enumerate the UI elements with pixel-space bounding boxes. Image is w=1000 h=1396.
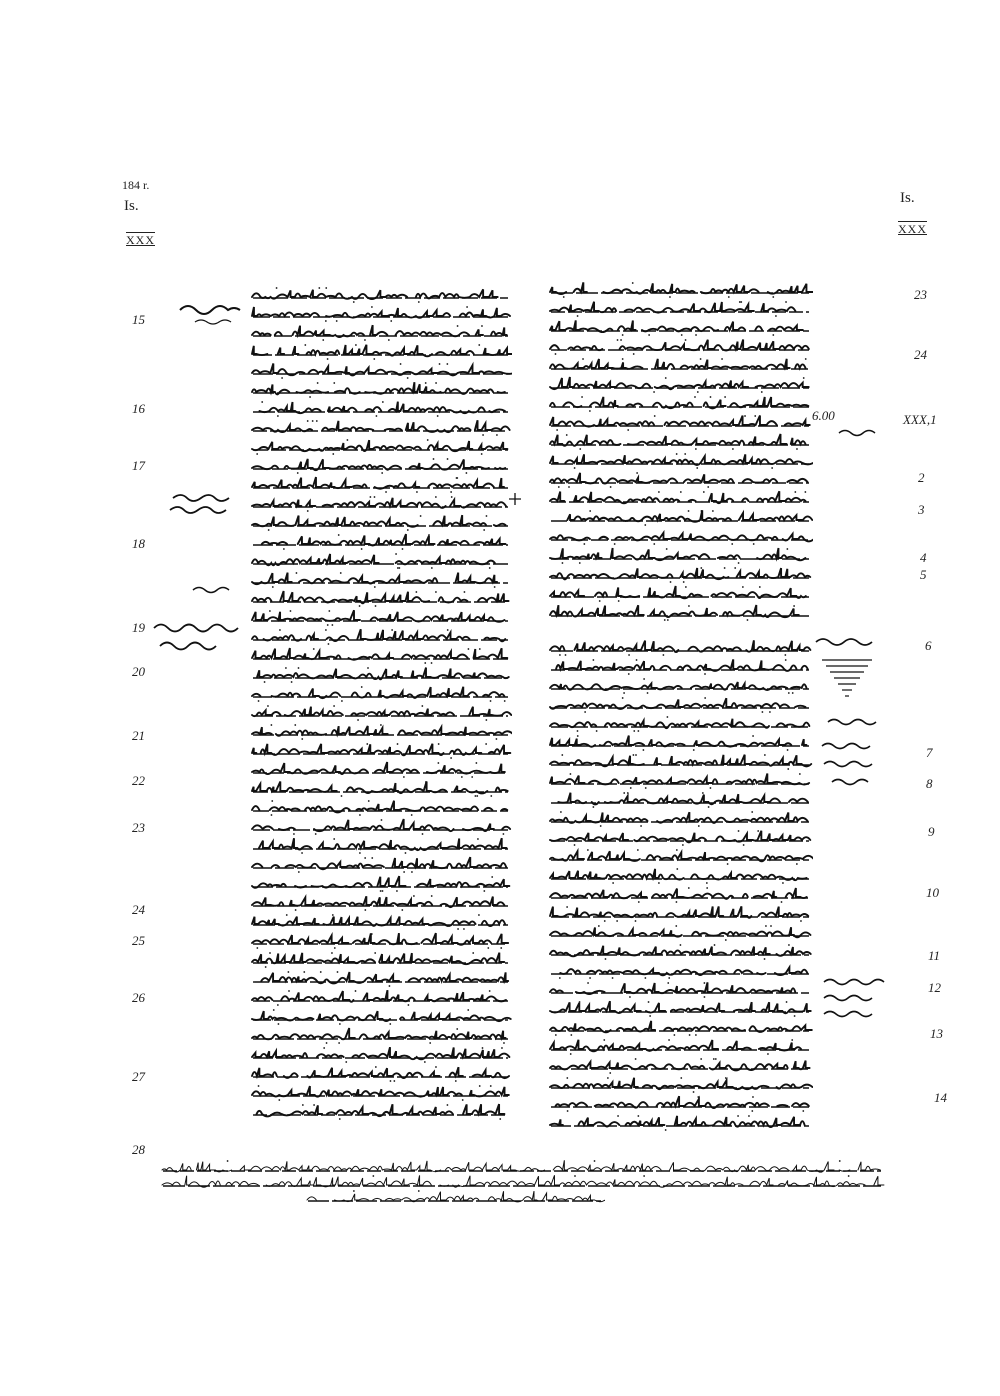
script-line <box>250 532 512 551</box>
verse-number-right: 8 <box>926 776 933 791</box>
marginal-gloss-left <box>175 300 245 330</box>
script-line <box>548 790 813 809</box>
script-line <box>548 961 813 980</box>
script-line <box>548 657 813 676</box>
footnote-line <box>160 1173 885 1188</box>
verse-number-right: 10 <box>926 885 939 900</box>
script-line <box>250 741 512 760</box>
script-line <box>250 627 512 646</box>
script-line <box>548 299 813 318</box>
script-line <box>548 337 813 356</box>
script-line <box>548 375 813 394</box>
verse-number-right: 2 <box>918 470 925 485</box>
verse-number-right: 7 <box>926 745 933 760</box>
verse-number-right: 14 <box>934 1090 947 1105</box>
script-line <box>548 603 813 622</box>
script-line <box>548 866 813 885</box>
script-line <box>548 451 813 470</box>
script-line <box>250 931 512 950</box>
script-line <box>250 703 512 722</box>
script-line <box>548 999 813 1018</box>
script-line <box>548 584 813 603</box>
script-line <box>250 323 512 342</box>
script-line <box>250 399 512 418</box>
script-line <box>548 1094 813 1113</box>
script-line <box>250 969 512 988</box>
script-line <box>548 1113 813 1132</box>
script-line <box>548 280 813 299</box>
book-abbrev-left: Is. <box>124 198 139 214</box>
marginal-gloss-left <box>168 490 243 520</box>
verse-number-right: 9 <box>928 824 935 839</box>
script-line <box>250 874 512 893</box>
verse-number-right: 13 <box>930 1026 943 1041</box>
footnote-block <box>160 1158 885 1203</box>
cross-mark-icon <box>508 492 522 506</box>
marginal-gloss-right <box>818 712 893 797</box>
script-line <box>250 665 512 684</box>
marginal-gloss-right <box>836 425 886 439</box>
script-line <box>250 418 512 437</box>
script-line <box>548 508 813 527</box>
script-line <box>250 1045 512 1064</box>
verse-number-left: 27 <box>132 1069 145 1084</box>
verse-number-left: 23 <box>132 820 145 835</box>
script-line <box>250 285 512 304</box>
script-line <box>250 437 512 456</box>
script-line <box>548 318 813 337</box>
script-line <box>250 589 512 608</box>
script-line <box>548 733 813 752</box>
script-line <box>250 988 512 1007</box>
book-abbrev-right: Is. <box>900 190 915 206</box>
script-line <box>250 893 512 912</box>
script-line <box>250 912 512 931</box>
script-line <box>548 546 813 565</box>
script-line <box>250 380 512 399</box>
script-line <box>250 779 512 798</box>
script-line <box>250 513 512 532</box>
script-line <box>548 470 813 489</box>
script-line <box>250 836 512 855</box>
verse-number-right: 6 <box>925 638 932 653</box>
verse-number-right: 4 <box>920 550 927 565</box>
footnote-line <box>160 1188 885 1203</box>
script-line <box>548 676 813 695</box>
verse-number-left: 16 <box>132 401 145 416</box>
verse-number-left: 26 <box>132 990 145 1005</box>
verse-number-right: 12 <box>928 980 941 995</box>
verse-number-right: 5 <box>920 567 927 582</box>
script-line <box>250 1083 512 1102</box>
margin-numeral: 6.00 <box>812 408 835 423</box>
script-line <box>548 942 813 961</box>
verse-number-right: 24 <box>914 347 927 362</box>
script-line <box>548 695 813 714</box>
script-line <box>548 1018 813 1037</box>
text-column-left <box>250 285 512 1121</box>
verse-number-left: 20 <box>132 664 145 679</box>
verse-number-left: 19 <box>132 620 145 635</box>
script-line <box>250 646 512 665</box>
script-line <box>548 904 813 923</box>
script-line <box>548 923 813 942</box>
script-line <box>548 489 813 508</box>
chapter-left: XXX <box>126 233 155 247</box>
script-line <box>250 342 512 361</box>
script-line <box>548 885 813 904</box>
script-line <box>250 722 512 741</box>
verse-number-right: 3 <box>918 502 925 517</box>
script-line <box>250 361 512 380</box>
script-line <box>548 828 813 847</box>
footnote-line <box>160 1158 885 1173</box>
script-line <box>548 771 813 790</box>
script-line <box>250 475 512 494</box>
verse-number-left: 22 <box>132 773 145 788</box>
script-line <box>250 304 512 323</box>
chapter-right: XXX <box>898 222 927 236</box>
script-line <box>250 1102 512 1121</box>
verse-number-right: 23 <box>914 287 927 302</box>
script-line <box>250 551 512 570</box>
script-line <box>548 527 813 546</box>
script-line <box>548 565 813 584</box>
ornament-icon <box>812 632 892 722</box>
script-line <box>250 608 512 627</box>
script-line <box>548 394 813 413</box>
verse-number-right: XXX,1 <box>903 412 937 427</box>
folio-number: 184 r. <box>122 178 150 192</box>
marginal-gloss-left <box>190 582 240 596</box>
script-line <box>548 714 813 733</box>
script-line <box>250 494 512 513</box>
section-gap <box>548 622 813 638</box>
verse-number-right: 11 <box>928 948 941 963</box>
script-line <box>548 847 813 866</box>
script-line <box>548 809 813 828</box>
script-line <box>548 1056 813 1075</box>
script-line <box>548 980 813 999</box>
verse-number-left: 18 <box>132 536 145 551</box>
verse-number-left: 21 <box>132 728 145 743</box>
verse-number-left: 17 <box>132 458 145 473</box>
script-line <box>250 817 512 836</box>
script-line <box>250 456 512 475</box>
script-line <box>250 798 512 817</box>
script-line <box>250 1064 512 1083</box>
script-line <box>548 752 813 771</box>
marginal-gloss-right <box>818 972 893 1022</box>
script-line <box>250 1007 512 1026</box>
verse-number-left: 28 <box>132 1142 145 1157</box>
verse-number-left: 15 <box>132 312 145 327</box>
script-line <box>250 684 512 703</box>
script-line <box>250 570 512 589</box>
script-line <box>548 356 813 375</box>
verse-number-left: 25 <box>132 933 145 948</box>
text-column-right <box>548 280 813 1132</box>
script-line <box>548 1075 813 1094</box>
script-line <box>250 855 512 874</box>
script-line <box>250 760 512 779</box>
script-line <box>548 413 813 432</box>
verse-number-left: 24 <box>132 902 145 917</box>
script-line <box>250 1026 512 1045</box>
script-line <box>548 1037 813 1056</box>
script-line <box>548 432 813 451</box>
script-line <box>548 638 813 657</box>
script-line <box>250 950 512 969</box>
marginal-gloss-left <box>150 618 245 658</box>
